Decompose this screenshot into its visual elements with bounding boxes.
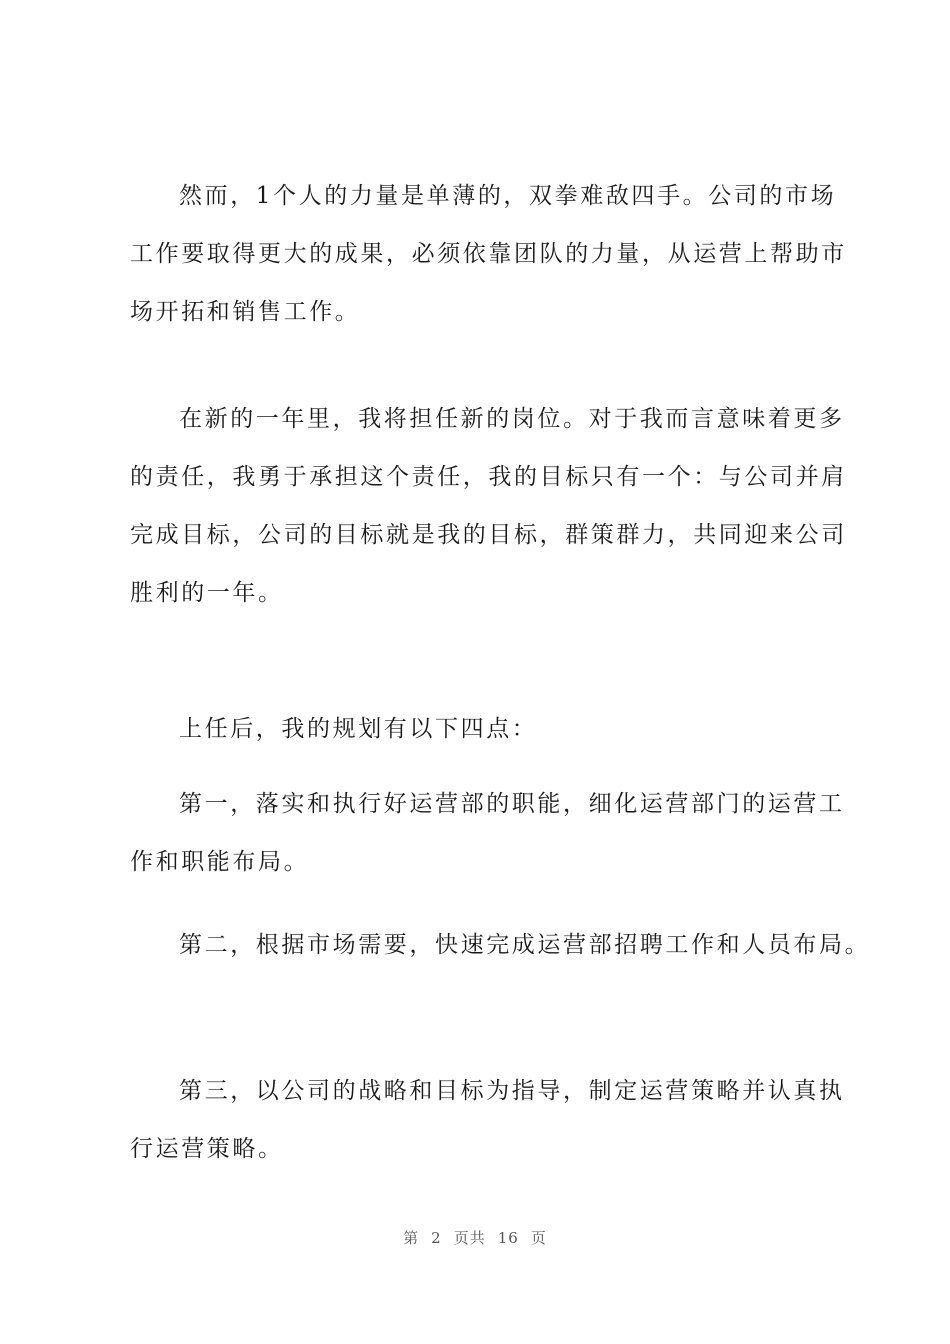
paragraph-6 [130, 1062, 845, 1178]
paragraph-line: 然而，1个人的力量是单薄的，双拳难敌四手。公司的市场 [179, 183, 837, 209]
paragraph-line: 行运营策略。 [130, 1136, 284, 1162]
footer-middle: 页共 [453, 1229, 486, 1247]
paragraph-line: 第一，落实和执行好运营部的职能，细化运营部门的运营工 [179, 791, 845, 817]
footer-suffix: 页 [530, 1229, 547, 1247]
footer-total-pages: 16 [497, 1229, 519, 1247]
paragraph-line: 上任后，我的规划有以下四点： [179, 716, 538, 742]
paragraph-line: 的责任，我勇于承担这个责任，我的目标只有一个：与公司并肩 [130, 464, 847, 490]
paragraph-line: 第三，以公司的战略和目标为指导，制定运营策略并认真执 [179, 1078, 845, 1104]
paragraph-line: 第二，根据市场需要，快速完成运营部招聘工作和人员布局。 [179, 932, 871, 958]
paragraph-4 [130, 775, 845, 891]
paragraph-line: 场开拓和销售工作。 [130, 299, 361, 325]
paragraph-3 [130, 700, 845, 758]
paragraph-line: 作和职能布局。 [130, 849, 310, 875]
paragraph-2 [130, 390, 845, 622]
paragraph-line: 完成目标，公司的目标就是我的目标，群策群力，共同迎来公司 [130, 522, 847, 548]
paragraph-line: 工作要取得更大的成果，必须依靠团队的力量，从运营上帮助市 [130, 241, 847, 267]
paragraph-5 [130, 916, 871, 974]
paragraph-line: 在新的一年里，我将担任新的岗位。对于我而言意味着更多 [179, 406, 845, 432]
page-footer [0, 1227, 950, 1248]
footer-prefix: 第 [403, 1229, 420, 1247]
footer-current-page: 2 [431, 1229, 442, 1247]
paragraph-line: 胜利的一年。 [130, 580, 284, 606]
paragraph-1 [130, 167, 845, 341]
